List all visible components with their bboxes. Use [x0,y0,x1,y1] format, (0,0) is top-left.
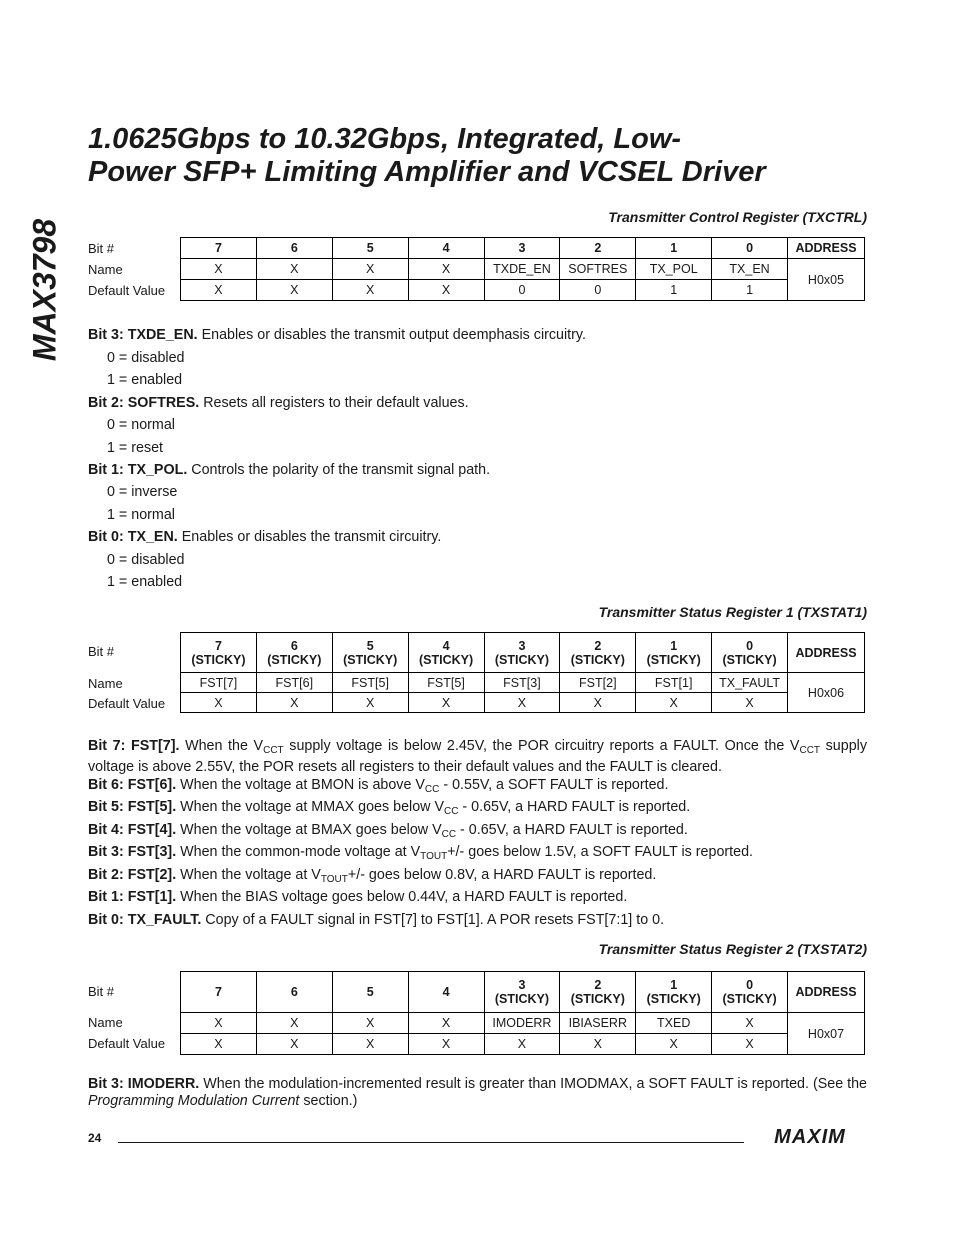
tx-fault-desc: Bit 0: TX_FAULT. Copy of a FAULT signal in FST[7] to FST[1]. A POR resets FST[7:1] to 0. [88,912,665,928]
softres-desc: Bit 2: SOFTRES. Resets all registers to their default values. [88,395,469,411]
fst3-desc: Bit 3: FST[3]. When the common-mode voltage at $V_{TOUT}+/-$ goes below 1.5V, a SOFT FAULT is reported. [88,844,754,862]
page-number: 24 [88,1131,102,1145]
fst1-desc: Bit 1: FST[1]. When the BIAS voltage goes below 0.44V, a HARD FAULT is reported. [88,889,628,905]
fst7-desc: Bit 7: FST[7]. When the $V_{CCT}$ supply voltage is below 2.45V, the POR circuitry reports a FAULT. Once the $V_{CCT}$ supply voltage is above 2.55V, the POR resets all registers to their default values and the FAULT is cleared. [88,738,867,775]
txde-en-value: 1 = enabled [107,372,183,388]
side-part-number: MAX3798 [26,218,63,362]
tx-en-desc: Bit 0: TX_EN. Enables or disables the transmit circuitry. [88,529,442,545]
tx-pol-desc: Bit 1: TX_POL. Controls the polarity of the transmit signal path. [88,462,491,478]
maxim-logo [755,1126,865,1146]
tx-en-value: 0 = disabled [107,552,185,568]
txstat2-table: 7 6 5 4 3 (STICKY) 2 (STICKY) 1 (STICKY) 0 (STICKY) ADDRESS X X X X IMODERR IBIASERR TXED X H0x07 X X X X X X X X [180,971,865,1055]
fst2-desc: Bit 2: FST[2]. When the voltage at $V_{TOUT}+/-$ goes below 0.8V, a HARD FAULT is reported. [88,867,657,885]
txctrl-caption: Transmitter Control Register (TXCTRL) [608,209,867,225]
txstat1-table: 7 (STICKY) 6 (STICKY) 5 (STICKY) 4 (STICKY) 3 (STICKY) 2 (STICKY) 1 (STICKY) 0 (STICKY) ADDRESS FST[7] FST[6] FST[5] FST[5] FST[3] FST[2] FST[1] TX_FAULT H0x06 X X X X X X X X [180,632,865,713]
tx-pol-value: 0 = inverse [107,484,178,500]
softres-value: 0 = normal [107,417,175,433]
imoderr-desc: Bit 3: IMODERR. When the modulation-incremented result is greater than IMODMAX, a SOFT FAULT is reported. (See the Programming Modulation Current section.) [88,1076,868,1109]
tx-en-value: 1 = enabled [107,574,183,590]
txde-en-value: 0 = disabled [107,350,185,366]
txctrl-table: 7 6 5 4 3 2 1 0 ADDRESS X X X X TXDE_EN SOFTRES TX_POL TX_EN H0x05 X X X X 0 0 1 1 [180,237,865,301]
txstat2-caption: Transmitter Status Register 2 (TXSTAT2) [598,941,867,957]
logo-text: MAXIM [774,1126,846,1146]
fst5-desc: Bit 5: FST[5]. When the voltage at MMAX goes below $V_{CC} - 0.65V$, a HARD FAULT is reported. [88,799,691,817]
txstat1-caption: Transmitter Status Register 1 (TXSTAT1) [598,604,867,620]
fst4-desc: Bit 4: FST[4]. When the voltage at BMAX goes below $V_{CC} - 0.65V$, a HARD FAULT is reported. [88,822,688,840]
page-title: 1.0625Gbps to 10.32Gbps, Integrated, Low- Power SFP+ Limiting Amplifier and VCSEL Driver [88,123,766,188]
tx-pol-value: 1 = normal [107,507,175,523]
txde-en-desc: Bit 3: TXDE_EN. Enables or disables the transmit output deemphasis circuitry. [88,327,586,343]
footer-rule [118,1142,744,1143]
softres-value: 1 = reset [107,440,164,456]
fst6-desc: Bit 6: FST[6]. When the voltage at BMON is above $V_{CC} - 0.55V$, a SOFT FAULT is reported. [88,777,669,795]
